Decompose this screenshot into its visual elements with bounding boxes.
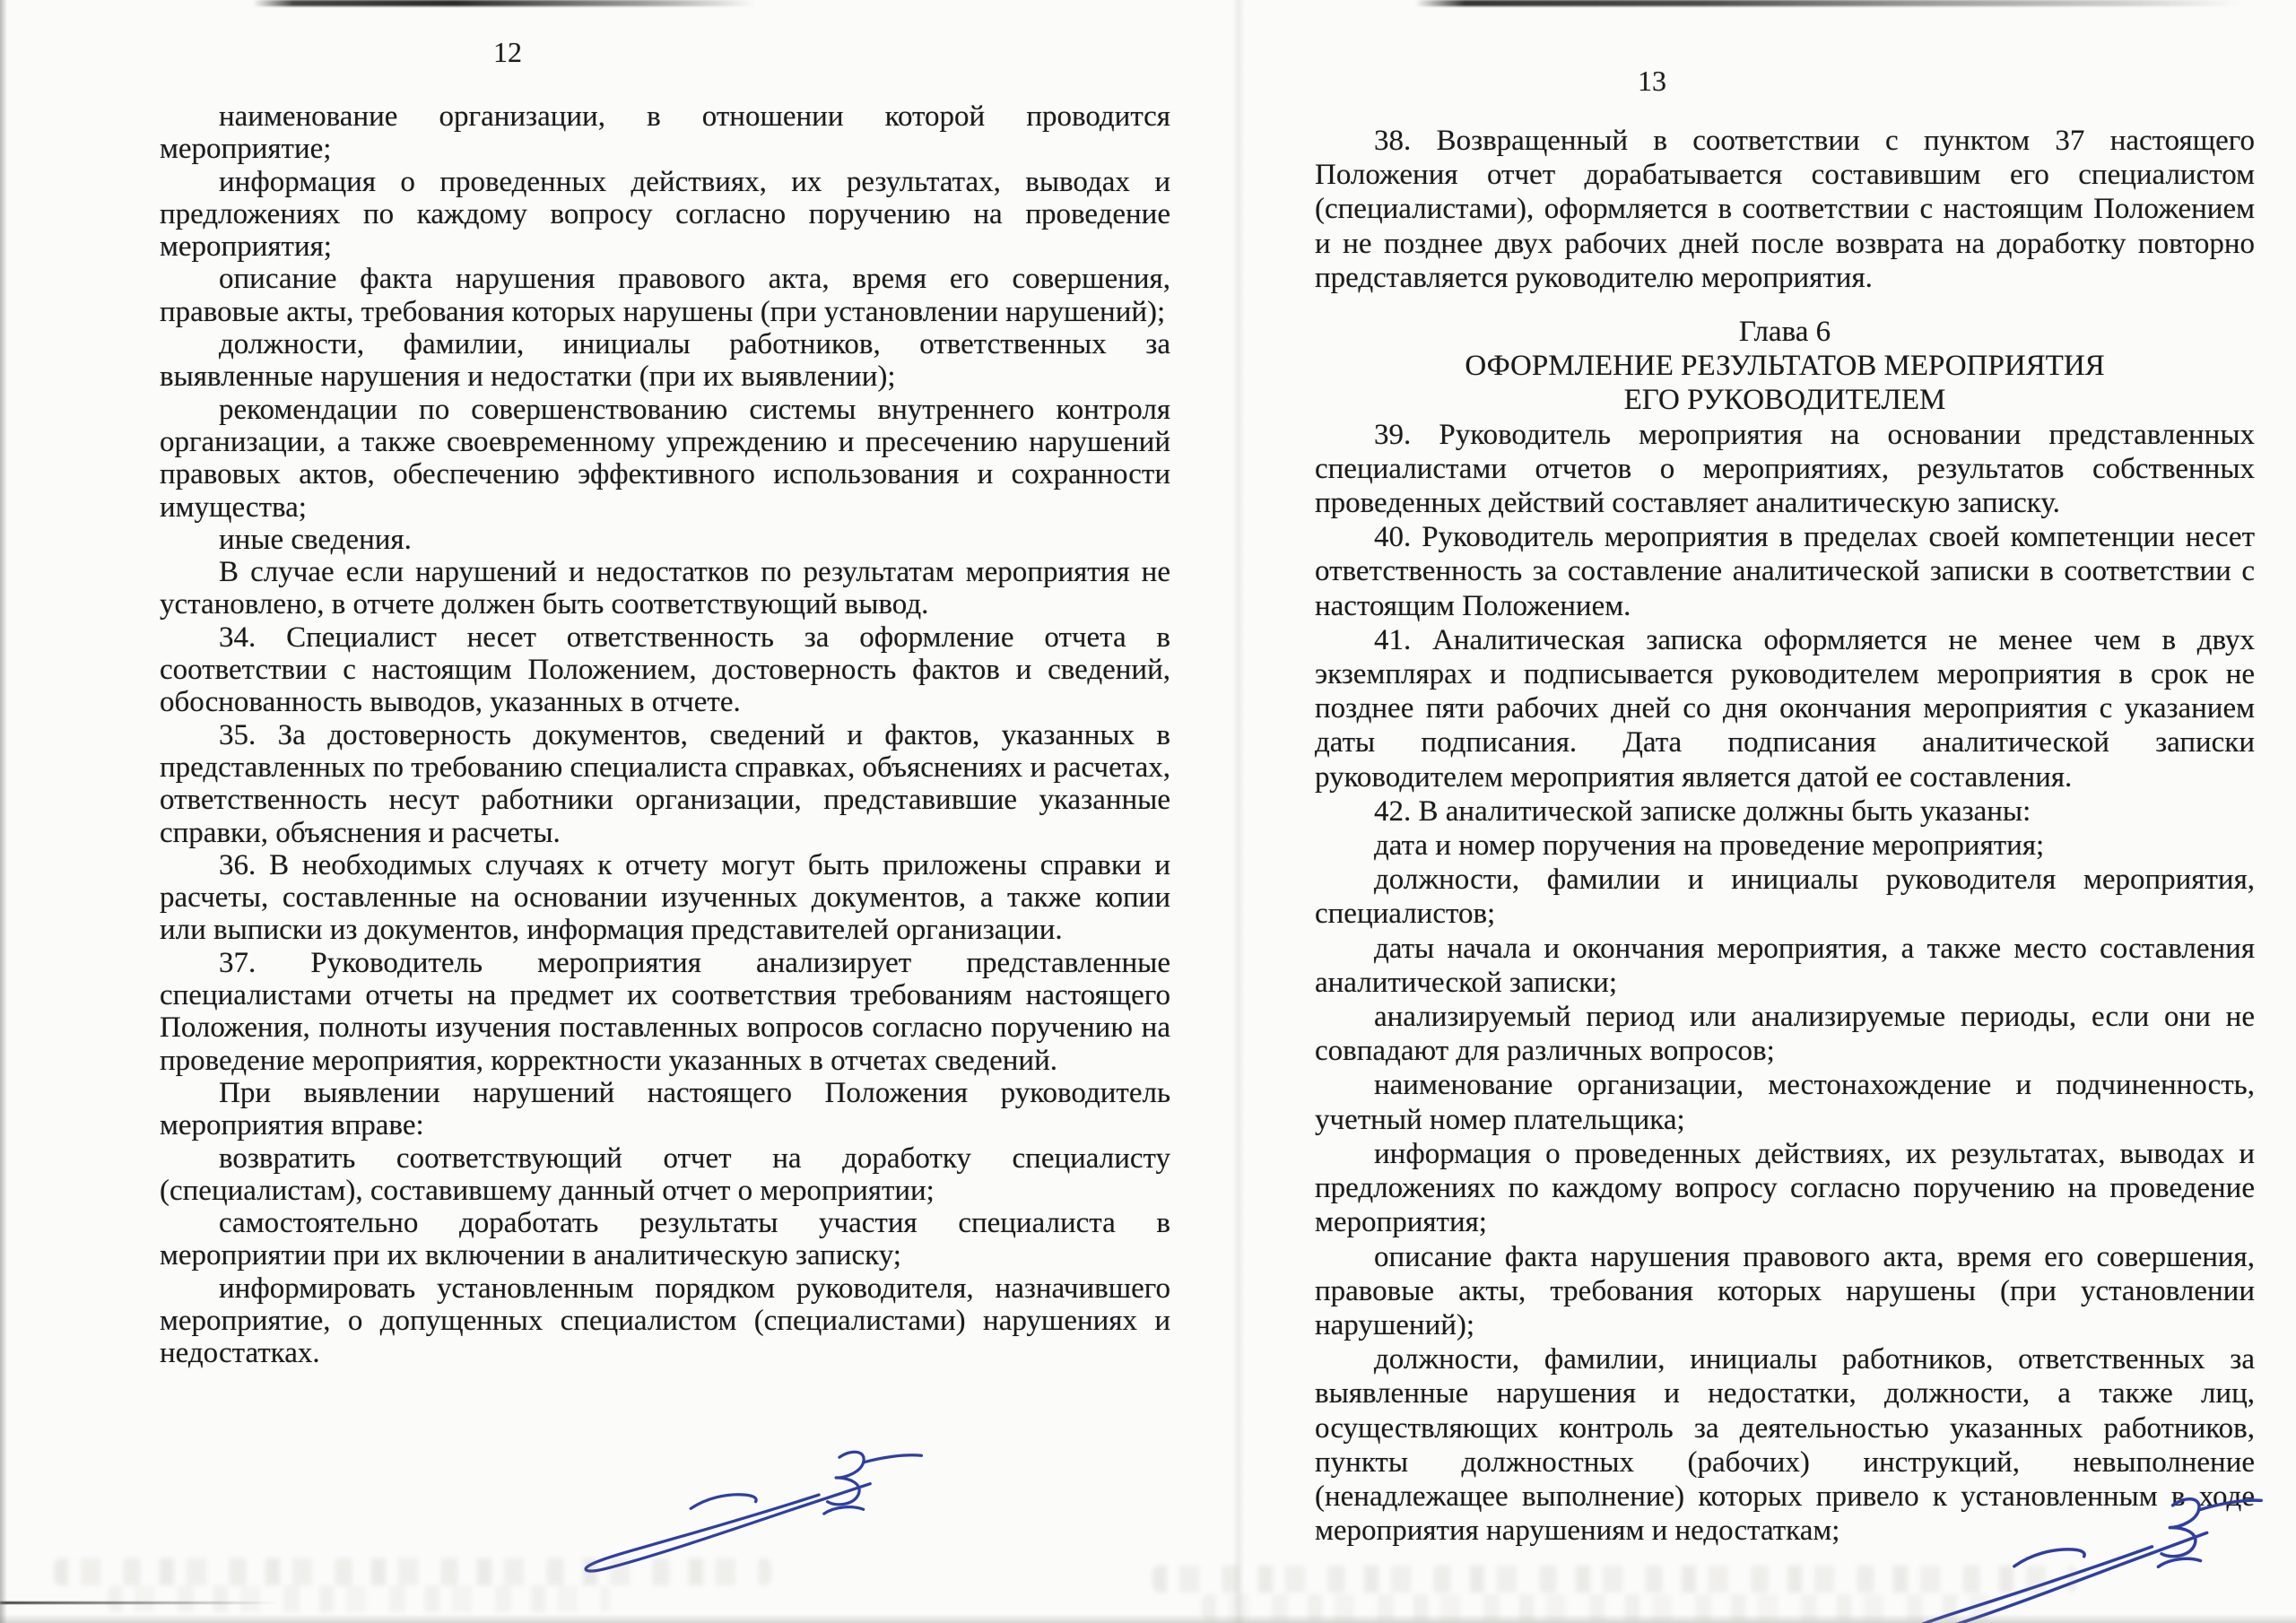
paragraph: дата и номер поручения на проведение мероприятия;: [1374, 829, 2045, 863]
paragraph: должности, фамилии и инициалы руководителя мероприятия, специалистов;: [1315, 864, 2255, 931]
paragraph: должности, фамилии, инициалы работников, ответственных за выявленные нарушения и недостатки (при их выявлении);: [160, 328, 1170, 394]
paragraph: анализируемый период или анализируемые периоды, если они не совпадают для различных вопросов;: [1315, 1001, 2255, 1068]
paragraph: информация о проведенных действиях, их результатах, выводах и предложениях по каждому вопросу согласно поручению на проведение мероприятия;: [1315, 1137, 2255, 1239]
paragraph: описание факта нарушения правового акта, время его совершения, правовые акты, требования которых нарушены (при установлении нарушений);: [160, 263, 1170, 328]
paragraph: 39. Руководитель мероприятия на основании представленных специалистами отчетов о мероприятиях, результатов собственных проведенных действий составляет аналитическую записку.: [1315, 418, 2255, 520]
paragraph: возвратить соответствующий отчет на доработку специалисту (специалистам), составившему данный отчет о мероприятии;: [160, 1141, 1170, 1207]
bleed-through-artifact: [108, 1585, 610, 1612]
chapter-title-line1: ОФОРМЛЕНИЕ РЕЗУЛЬТАТОВ МЕРОПРИЯТИЯ: [1465, 350, 2105, 383]
bleed-through-artifact: [54, 1558, 771, 1585]
paragraph: 41. Аналитическая записка оформляется не менее чем в двух экземплярах и подписывается руководителем мероприятия в срок не позднее пяти рабочих дней со дня окончания мероприятия с указанием даты подписания. Дата подписания аналитической записки руководителем мероприятия является датой ее составления.: [1315, 623, 2255, 794]
paragraph: самостоятельно доработать результаты участия специалиста в мероприятии при их включении в аналитическую записку;: [160, 1207, 1170, 1272]
paragraph: рекомендации по совершенствованию системы внутреннего контроля организации, а также своевременному упреждению и пресечению нарушений правовых актов, обеспечению эффективного использования и сохранности имущества;: [160, 393, 1170, 524]
paragraph: 34. Специалист несет ответственность за оформление отчета в соответствии с настоящим Положением, достоверность фактов и сведений, обоснованность выводов, указанных в отчете.: [160, 621, 1170, 719]
paragraph: даты начала и окончания мероприятия, а также место составления аналитической записки;: [1315, 932, 2255, 999]
scan-edge-left: [0, 0, 7, 1623]
chapter-heading: [1315, 315, 2255, 418]
paragraph: 36. В необходимых случаях к отчету могут быть приложены справки и расчеты, составленные на основании изученных документов, а также копии или выписки из документов, информация представителей организации.: [160, 848, 1170, 947]
page-seam: [1232, 0, 1245, 1623]
page-number: 13: [1638, 65, 1666, 97]
paragraph: 40. Руководитель мероприятия в пределах своей компетенции несет ответственность за составление аналитической записки в соответствии с настоящим Положением.: [1315, 521, 2255, 622]
paragraph: 37. Руководитель мероприятия анализирует представленные специалистами отчеты на предмет их соответствия требованиям настоящего Положения, полноты изучения поставленных вопросов согласно поручению на проведение мероприятия, корректности указанных в отчетах сведений.: [160, 946, 1170, 1077]
paragraph: должности, фамилии, инициалы работников, ответственных за выявленные нарушения и недостатки, должности, а также лиц, осуществляющих контроль за деятельностью указанных работников, пункты должностных (рабочих) инструкций, невыполнение (ненадлежащее выполнение) которых привело к установленным в ходе мероприятия нарушениям и недостаткам;: [1315, 1343, 2255, 1548]
chapter-title-line2: ЕГО РУКОВОДИТЕЛЕМ: [1623, 384, 1946, 417]
paragraph: 35. За достоверность документов, сведений и фактов, указанных в представленных по требованию специалиста справках, объяснениях и расчетах, ответственность несут работники организации, представившие указанные справки, объяснения и расчеты.: [160, 718, 1170, 849]
paragraph: описание факта нарушения правового акта, время его совершения, правовые акты, требования которых нарушены (при установлении нарушений);: [1315, 1240, 2255, 1341]
paragraph: наименование организации, местонахождение и подчиненность, учетный номер плательщика;: [1315, 1069, 2255, 1136]
paragraph: информация о проведенных действиях, их результатах, выводах и предложениях по каждому вопросу согласно поручению на проведение мероприятия;: [160, 165, 1170, 264]
paragraph: 42. В аналитической записке должны быть указаны:: [1374, 794, 2031, 828]
scan-artifact-top-right: [1415, 0, 2240, 6]
page-12-text-column: [160, 100, 1170, 1370]
bleed-through-artifact: [1152, 1566, 2076, 1593]
paragraph: иные сведения.: [219, 523, 412, 556]
paragraph: информировать установленным порядком руководителя, назначившего мероприятие, о допущенных специалистом (специалистами) нарушениях и недостатках.: [160, 1271, 1170, 1370]
scan-edge-bottom: [0, 1614, 2296, 1623]
page-13-text-column: [1315, 124, 2255, 1548]
chapter-label: Глава 6: [1738, 316, 1831, 349]
paragraph: В случае если нарушений и недостатков по результатам мероприятия не установлено, в отчете должен быть соответствующий вывод.: [160, 556, 1170, 621]
paragraph: наименование организации, в отношении которой проводится мероприятие;: [160, 100, 1170, 166]
page-number: 12: [493, 36, 522, 68]
scan-artifact-top-left: [253, 0, 755, 6]
paragraph: 38. Возвращенный в соответствии с пунктом 37 настоящего Положения отчет дорабатывается составившим его специалистом (специалистами), оформляется в соответствии с настоящим Положением и не позднее двух рабочих дней после возврата на доработку повторно представляется руководителю мероприятия.: [1315, 125, 2255, 294]
scan-artifact-bottom-line: [0, 1601, 278, 1604]
paragraph: При выявлении нарушений настоящего Положения руководитель мероприятия вправе:: [160, 1076, 1170, 1142]
